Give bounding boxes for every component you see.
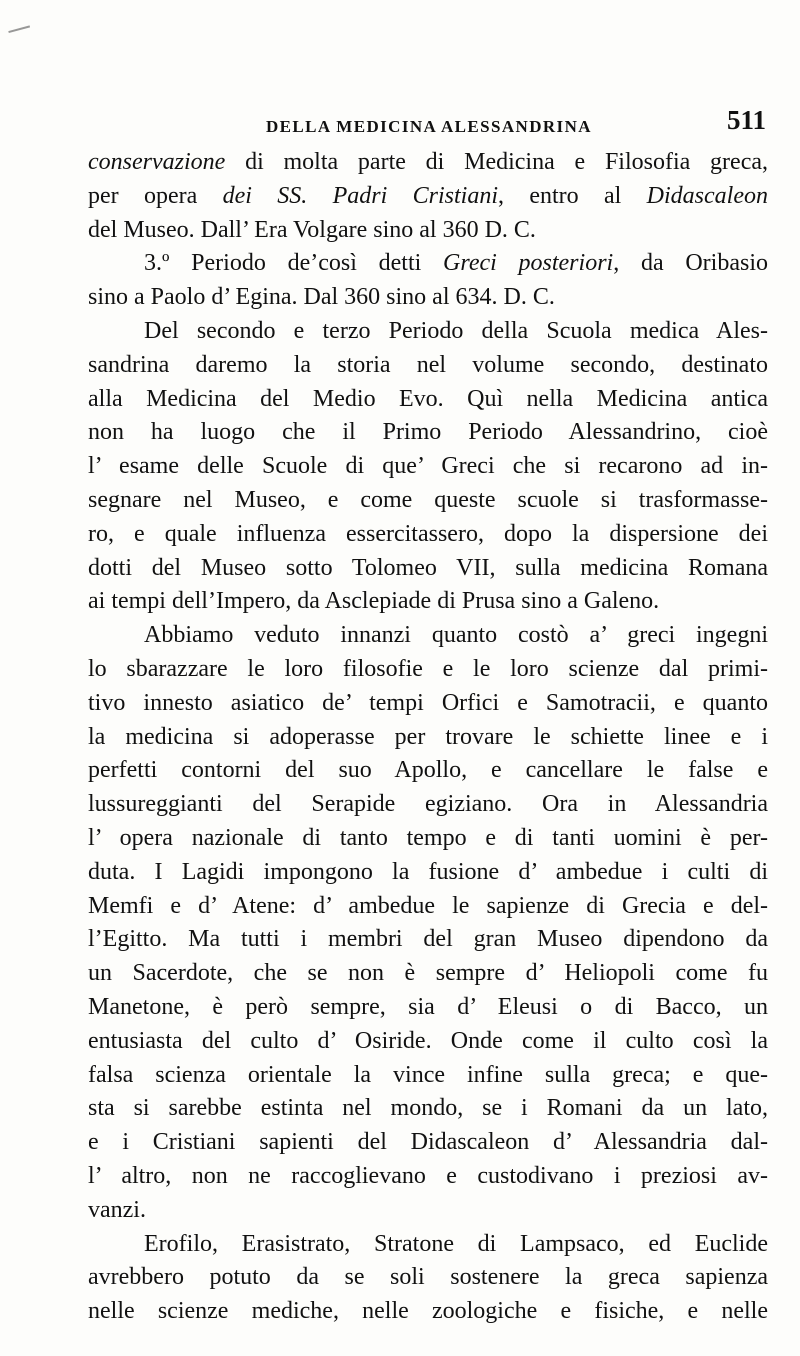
text-line — [88, 687, 768, 721]
text-line — [88, 247, 768, 281]
text-line — [88, 890, 768, 924]
text-line — [88, 450, 768, 484]
text-line — [88, 416, 768, 450]
text-span: e i Cristiani sapienti del Didascaleon d’ Alessandria dal- — [88, 1129, 768, 1156]
text-span: Abbiamo veduto innanzi quanto costò a’ greci ingegni — [144, 622, 768, 649]
text-span: ro, e quale influenza essercitassero, dopo la dispersione dei — [88, 520, 768, 547]
italic-span: conservazione — [88, 149, 226, 175]
text-line — [88, 1295, 768, 1329]
text-line — [88, 180, 768, 214]
text-span: l’Egitto. Ma tutti i membri del gran Museo dipendono da — [88, 926, 768, 953]
italic-span: dei SS. Padri Cristiani — [222, 182, 498, 209]
text-span: lo sbarazzare le loro filosofie e le loro scienze dal primi- — [88, 655, 768, 682]
text-line — [88, 281, 768, 315]
text-span: l’ esame delle Scuole di que’ Greci che si recarono ad in- — [88, 453, 768, 480]
text-span: Manetone, è però sempre, sia d’ Eleusi o di Bacco, un — [88, 993, 768, 1020]
text-span: lussureggianti del Serapide egiziano. Ora in Alessandria — [88, 791, 768, 818]
text-line — [88, 585, 768, 619]
text-span: del Museo. Dall’ Era Volgare sino al 360 D. C. — [88, 216, 536, 243]
italic-span: Didascaleon — [646, 182, 768, 209]
text-span: sta si sarebbe estinta nel mondo, se i Romani da un lato, — [88, 1095, 768, 1122]
text-span: dotti del Museo sotto Tolomeo VII, sulla medicina Romana — [88, 554, 768, 581]
text-span: duta. I Lagidi impongono la fusione d’ ambedue i culti di — [88, 858, 768, 885]
text-span: ai tempi dell’Impero, da Asclepiade di Prusa sino a Galeno. — [88, 588, 660, 615]
text-line — [88, 721, 768, 755]
text-span: entusiasta del culto d’ Osiride. Onde come il culto così la — [88, 1027, 768, 1054]
text-span: 3.º Periodo de’così detti — [144, 250, 444, 277]
text-span: alla Medicina del Medio Evo. Quì nella Medicina antica — [88, 385, 768, 412]
italic-span: Greci posteriori — [443, 250, 614, 277]
text-line — [88, 1228, 768, 1262]
text-span: falsa scienza orientale la vince infine sulla greca; e que- — [88, 1061, 768, 1088]
text-span: l’ altro, non ne raccoglievano e custodivano i preziosi av- — [88, 1162, 768, 1189]
text-span: l’ opera nazionale di tanto tempo e di tanti uomini è per- — [88, 824, 768, 851]
text-line — [88, 315, 768, 349]
text-line — [88, 957, 768, 991]
text-line — [88, 788, 768, 822]
text-line — [88, 1025, 768, 1059]
text-line — [88, 1059, 768, 1093]
ink-mark — [8, 25, 33, 46]
text-line — [88, 619, 768, 653]
text-line — [88, 1194, 768, 1228]
text-span: nelle scienze mediche, nelle zoologiche e fisiche, e nelle — [88, 1298, 768, 1325]
text-line — [88, 552, 768, 586]
text-span: per opera — [88, 182, 223, 209]
text-line — [88, 1160, 768, 1194]
text-line — [88, 1092, 768, 1126]
text-line — [88, 1261, 768, 1295]
text-span: la medicina si adoperasse per trovare le schiette linee e i — [88, 723, 768, 750]
text-line — [88, 822, 768, 856]
text-line — [88, 214, 768, 248]
text-span: avrebbero potuto da se soli sostenere la greca sapienza — [88, 1264, 768, 1291]
text-line — [88, 923, 768, 957]
text-span: di molta parte di Medicina e Filosofia greca, — [225, 149, 768, 175]
text-span: un Sacerdote, che se non è sempre d’ Heliopoli come fu — [88, 960, 768, 987]
text-span: , entro al — [498, 182, 647, 209]
text-line — [88, 653, 768, 687]
text-span: vanzi. — [88, 1196, 146, 1223]
running-head — [86, 101, 766, 141]
text-span: Erofilo, Erasistrato, Stratone di Lampsaco, ed Euclide — [144, 1230, 768, 1257]
text-line — [88, 856, 768, 890]
text-line — [88, 991, 768, 1025]
text-span: sino a Paolo d’ Egina. Dal 360 sino al 634. D. C. — [88, 284, 555, 311]
text-span: sandrina daremo la storia nel volume secondo, destinato — [88, 351, 768, 378]
text-line — [88, 754, 768, 788]
body-text — [88, 146, 768, 1329]
page-number: 511 — [726, 105, 766, 135]
text-line — [88, 484, 768, 518]
text-line — [88, 383, 768, 417]
text-line — [88, 146, 768, 180]
text-span: Memfi e d’ Atene: d’ ambedue le sapienze di Grecia e del- — [88, 892, 768, 919]
text-span: , da Oribasio — [613, 250, 768, 277]
text-span: non ha luogo che il Primo Periodo Alessandrino, cioè — [88, 419, 768, 446]
text-span: tivo innesto asiatico de’ tempi Orfici e Samotracii, e quanto — [88, 689, 768, 716]
text-span: Del secondo e terzo Periodo della Scuola medica Ales- — [144, 317, 768, 344]
running-title: DELLA MEDICINA ALESSANDRINA — [266, 117, 592, 136]
text-span: segnare nel Museo, e come queste scuole si trasformasse- — [88, 486, 768, 513]
text-span: perfetti contorni del suo Apollo, e cancellare le false e — [88, 757, 768, 784]
text-line — [88, 1126, 768, 1160]
text-line — [88, 349, 768, 383]
text-line — [88, 518, 768, 552]
